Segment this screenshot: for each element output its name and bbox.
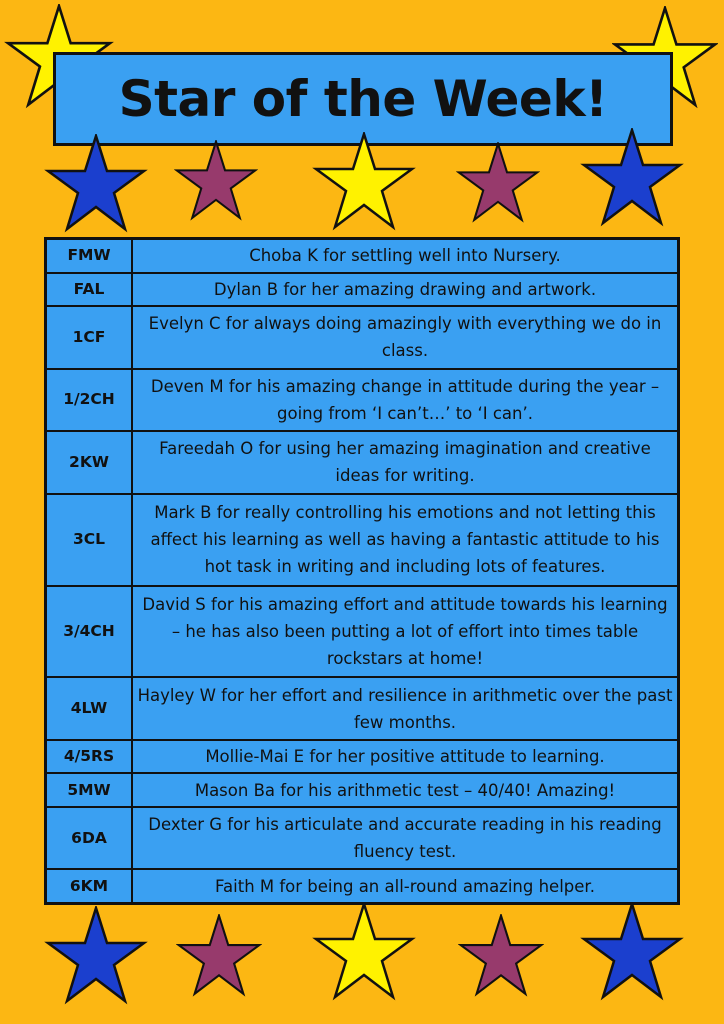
table-row: [46, 239, 679, 273]
award-cell: Hayley W for her effort and resilience in arithmetic over the past few months.: [132, 677, 679, 740]
award-cell: Mollie-Mai E for her positive attitude to learning.: [132, 740, 679, 773]
class-cell: 6KM: [46, 869, 133, 903]
table-row: [46, 431, 679, 494]
star-yellow-icon: [312, 902, 416, 1002]
star-of-week-table: [44, 237, 680, 905]
star-yellow-icon: [312, 132, 416, 232]
class-cell: 1/2CH: [46, 369, 133, 432]
class-cell: 3/4CH: [46, 586, 133, 678]
star-maroon-icon: [456, 142, 540, 224]
table-row: [46, 494, 679, 586]
class-cell: 4/5RS: [46, 740, 133, 773]
table-row: [46, 807, 679, 870]
class-cell: 4LW: [46, 677, 133, 740]
class-cell: FAL: [46, 273, 133, 306]
table-row: [46, 773, 679, 806]
award-cell: Choba K for settling well into Nursery.: [132, 239, 679, 273]
award-cell: Dylan B for her amazing drawing and artwork.: [132, 273, 679, 306]
class-cell: 6DA: [46, 807, 133, 870]
star-blue-icon: [580, 128, 684, 228]
award-cell: Mark B for really controlling his emotions and not letting this affect his learning as well as having a fantastic attitude to his hot task in writing and including lots of features.: [132, 494, 679, 586]
class-cell: 5MW: [46, 773, 133, 806]
award-cell: Dexter G for his articulate and accurate reading in his reading fluency test.: [132, 807, 679, 870]
award-cell: Mason Ba for his arithmetic test – 40/40! Amazing!: [132, 773, 679, 806]
star-blue-icon: [580, 902, 684, 1002]
table-row: [46, 740, 679, 773]
table-row: [46, 273, 679, 306]
table-row: [46, 869, 679, 903]
award-cell: Faith M for being an all-round amazing helper.: [132, 869, 679, 903]
table-row: [46, 369, 679, 432]
award-cell: Fareedah O for using her amazing imagination and creative ideas for writing.: [132, 431, 679, 494]
class-cell: 1CF: [46, 306, 133, 369]
star-maroon-icon: [174, 140, 258, 222]
class-cell: 2KW: [46, 431, 133, 494]
table-row: [46, 586, 679, 678]
award-cell: Evelyn C for always doing amazingly with everything we do in class.: [132, 306, 679, 369]
table-row: [46, 677, 679, 740]
star-blue-icon: [44, 134, 148, 234]
page-title: Star of the Week!: [118, 70, 608, 128]
star-maroon-icon: [176, 914, 262, 998]
star-blue-icon: [44, 906, 148, 1006]
award-cell: David S for his amazing effort and attitude towards his learning – he has also been putting a lot of effort into times table rockstars at home!: [132, 586, 679, 678]
class-cell: 3CL: [46, 494, 133, 586]
award-cell: Deven M for his amazing change in attitude during the year – going from ‘I can’t…’ to ‘I can’.: [132, 369, 679, 432]
class-cell: FMW: [46, 239, 133, 273]
star-maroon-icon: [458, 914, 544, 998]
table-row: [46, 306, 679, 369]
